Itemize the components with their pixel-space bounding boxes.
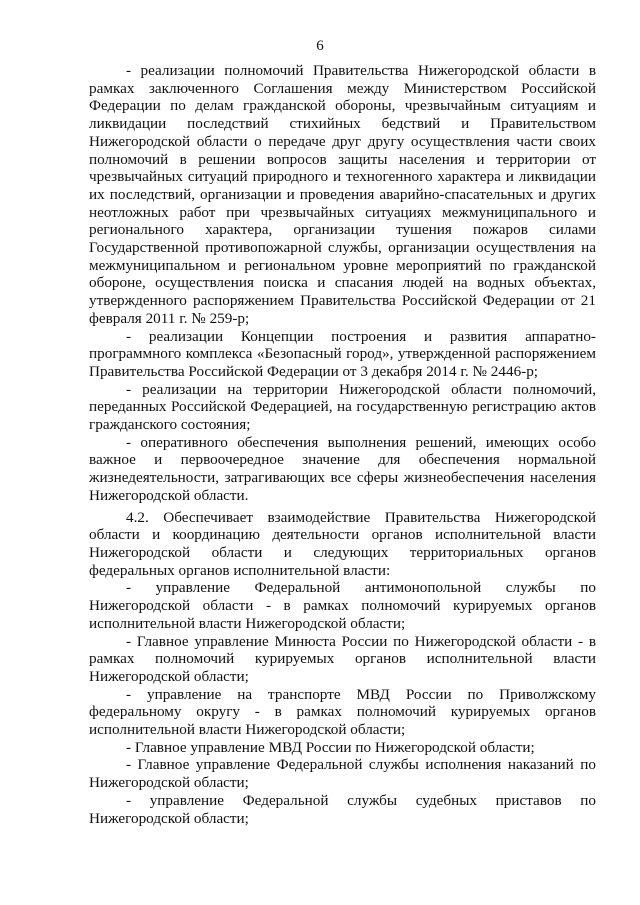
list-item: - управление Федеральной антимонопольной службы по Нижегородской области - в рамках полномочий курируемых органов исполнительной власти Нижегородской области; [89, 579, 596, 632]
page-number: 6 [316, 38, 324, 54]
section-paragraph: 4.2. Обеспечивает взаимодействие Правительства Нижегородской области и координацию деятельности органов исполнительной власти Нижегородской области и следующих территориальных органов федеральных органов исполнительной власти: [89, 508, 596, 579]
paragraph: - реализации Концепции построения и развития аппаратно-программного комплекса «Безопасный город», утвержденной распоряжением Правительства Российской Федерации от 3 декабря 2014 г. № 2446-р; [89, 327, 596, 380]
list-item: - Главное управление Минюста России по Нижегородской области - в рамках полномочий курируемых органов исполнительной власти Нижегородской области; [89, 632, 596, 685]
list-item: - управление на транспорте МВД России по Приволжскому федеральному округу - в рамках полномочий курируемых органов исполнительной власти Нижегородской области; [89, 685, 596, 739]
list-item: - Главное управление МВД России по Нижегородской области; [126, 738, 535, 756]
paragraph: - оперативного обеспечения выполнения решений, имеющих особо важное и первоочередное значение для обеспечения нормальной жизнедеятельности, затрагивающих все сферы жизнеобеспечения населения Нижегородской области. [89, 433, 596, 504]
list-item: - Главное управление Федеральной службы исполнения наказаний по Нижегородской области; [89, 756, 596, 792]
paragraph: - реализации полномочий Правительства Нижегородской области в рамках заключенного Соглашения между Министерством Российской Федерации по делам гражданской обороны, чрезвычайным ситуациям и ликвидации последствий стихийных бедствий и Правительством Нижегородской области о передаче друг другу осуществления части своих полномочий в решении вопросов защиты населения и территории от чрезвычайных ситуаций природного и техногенного характера и ликвидации их последствий, организации и проведения аварийно-спасательных и других неотложных работ при чрезвычайных ситуациях межмуниципального и регионального характера, организации тушения пожаров силами Государственной противопожарной службы, организации осуществления на межмуниципальном и региональном уровне мероприятий по гражданской обороне, осуществления поиска и спасания людей на водных объектах, утвержденного распоряжением Правительства Российской Федерации от 21 февраля 2011 г. № 259-р; [89, 62, 596, 327]
document-body [89, 62, 596, 827]
list-item: - управление Федеральной службы судебных приставов по Нижегородской области; [89, 791, 596, 827]
paragraph: - реализации на территории Нижегородской области полномочий, переданных Российской Федерацией, на государственную регистрацию актов гражданского состояния; [89, 380, 596, 434]
